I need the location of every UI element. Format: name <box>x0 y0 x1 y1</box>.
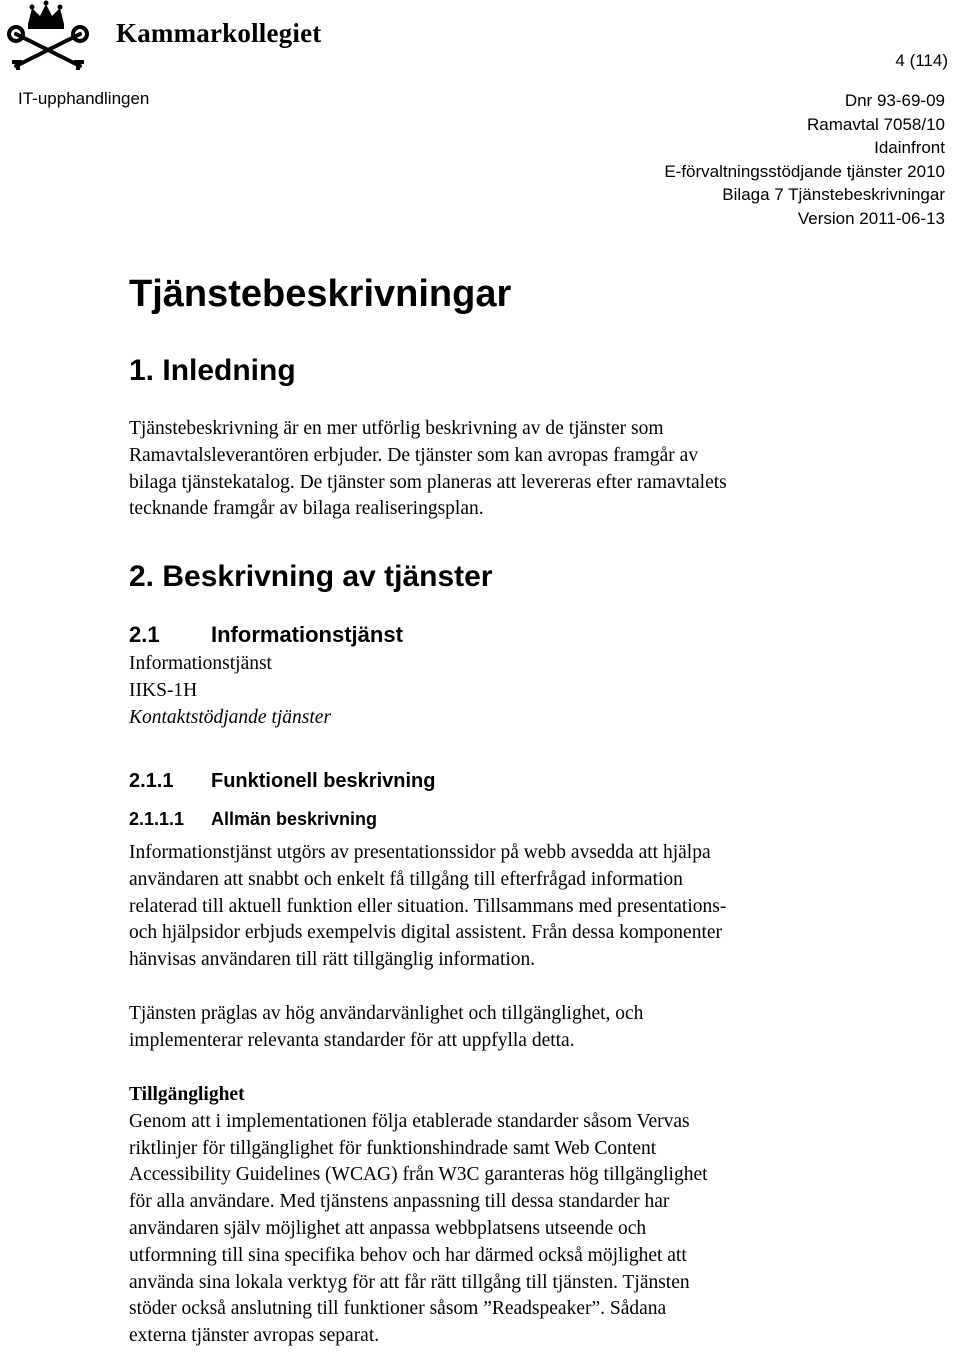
paragraph-line: Ramavtalsleverantören erbjuder. De tjänster som kan avropas framgår av <box>129 444 699 466</box>
paragraph-line: och hjälpsidor erbjuds exempelvis digital assistent. Från dessa komponenter <box>129 922 723 944</box>
meta-line: Version 2011-06-13 <box>797 208 945 228</box>
paragraph-line: riktlinjer för tillgänglighet för funktionshindrade samt Web Content <box>129 1137 657 1159</box>
meta-line: Bilaga 7 Tjänstebeskrivningar <box>722 185 945 204</box>
organization-name: Kammarkollegiet <box>116 18 322 48</box>
paragraph-line: Tjänsten präglas av hög användarvänlighet och tillgänglighet, och <box>129 1003 644 1024</box>
paragraph-line: bilaga tjänstekatalog. De tjänster som planeras att levereras efter ramavtalets <box>129 471 727 493</box>
section-heading-inledning: 1. Inledning <box>129 354 296 387</box>
section-heading-beskrivning: 2. Beskrivning av tjänster <box>129 560 493 593</box>
paragraph-line: för alla användare. Med tjänstens anpassning till dessa standarder har <box>129 1191 670 1213</box>
paragraph-line: implementerar relevanta standarder för att uppfylla detta. <box>129 1029 575 1051</box>
paragraph-line: hänvisas användaren till rätt tillgänglig information. <box>129 949 536 971</box>
meta-line: Idainfront <box>874 138 945 157</box>
paragraph-line: Accessibility Guidelines (WCAG) från W3C garanteras hög tillgänglighet <box>129 1164 708 1186</box>
subsubsection-number: 2.1.1 <box>129 770 174 792</box>
paragraph-line: användaren att snabbt och enkelt få tillgång till efterfrågad information <box>129 868 683 890</box>
paragraph-line: tecknande framgår av bilaga realiseringsplan. <box>129 498 484 520</box>
service-code: IIKS-1H <box>129 679 198 701</box>
service-category: Kontaktstödjande tjänster <box>129 706 332 728</box>
service-info <box>129 651 331 731</box>
usability-paragraph <box>129 1001 643 1055</box>
intro-paragraph <box>129 416 727 523</box>
subsubsection-heading <box>129 770 435 793</box>
subsection-heading <box>129 622 403 648</box>
meta-line: Dnr 93-69-09 <box>844 91 945 110</box>
accessibility-heading: Tillgänglighet <box>129 1084 245 1105</box>
paragraph-line: Informationstjänst utgörs av presentationssidor på webb avsedda att hjälpa <box>129 842 711 863</box>
general-description-paragraph <box>129 840 726 974</box>
accessibility-section <box>129 1082 708 1350</box>
subsection-number: 2.1 <box>129 622 160 647</box>
paragraph-line: stöder också anslutning till funktioner såsom ”Readspeaker”. Sådana <box>129 1298 667 1320</box>
meta-line: Ramavtal 7058/10 <box>807 114 945 134</box>
crown-keys-emblem-icon <box>4 0 102 74</box>
paragraph-line: använda sina lokala verktyg för att får rätt tillgång till tjänsten. Tjänsten <box>129 1271 690 1293</box>
document-title: Tjänstebeskrivningar <box>129 273 512 315</box>
paragraph-line: Genom att i implementationen följa etablerade standarder såsom Vervas <box>129 1110 690 1132</box>
item-heading <box>129 809 377 830</box>
item-number: 2.1.1.1 <box>129 809 185 829</box>
item-title: Allmän beskrivning <box>211 809 378 829</box>
subsection-title: Informationstjänst <box>211 622 403 647</box>
paragraph-line: relaterad till aktuell funktion eller situation. Tillsammans med presentations- <box>129 895 727 917</box>
paragraph-line: utformning till sina specifika behov och har därmed också möjlighet att <box>129 1244 687 1266</box>
meta-line: E-förvaltningsstödjande tjänster 2010 <box>664 161 945 181</box>
department-unit: IT-upphandlingen <box>18 89 150 108</box>
paragraph-line: externa tjänster avropas separat. <box>129 1325 380 1347</box>
paragraph-line: användaren själv möjlighet att anpassa webbplatsens utseende och <box>129 1217 647 1239</box>
document-metadata <box>664 89 945 230</box>
page-number: 4 (114) <box>895 51 948 70</box>
subsubsection-title: Funktionell beskrivning <box>211 770 436 792</box>
paragraph-line: Tjänstebeskrivning är en mer utförlig beskrivning av de tjänster som <box>129 418 664 439</box>
service-name: Informationstjänst <box>129 653 272 674</box>
